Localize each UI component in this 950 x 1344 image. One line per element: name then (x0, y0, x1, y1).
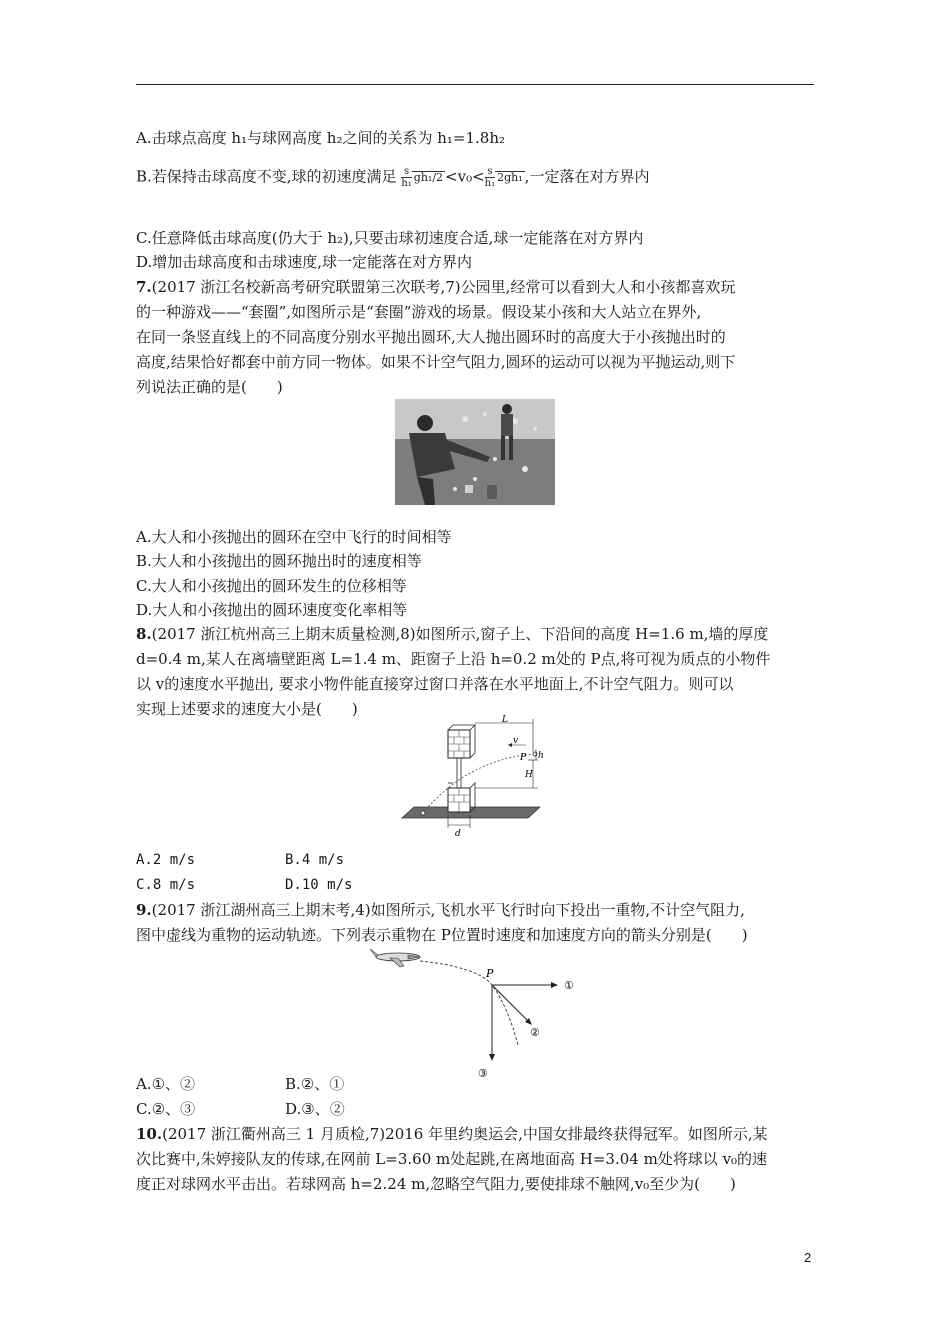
q9-number: 9. (136, 901, 152, 919)
q7-line-5: 列说法正确的是( ) (136, 378, 283, 396)
window-wall-diagram (398, 715, 543, 840)
q7-line-3: 在同一条竖直线上的不同高度分别水平抛出圆环,大人抛出圆环时的高度大于小孩抛出时的 (136, 328, 726, 346)
q6-option-d: D.增加击球高度和击球速度,球一定能落在对方界内 (136, 253, 473, 271)
sqrt-1: gh₁/2 (413, 171, 444, 184)
q10-line-3: 度正对球网水平击出。若球网高 h=2.24 m,忽略空气阻力,要使排球不触网,v₀至少为( ) (136, 1175, 736, 1193)
frac-1-den: h₁ (401, 178, 412, 189)
q9-text-1: (2017 浙江湖州高三上期末考,4)如图所示,飞机水平飞行时向下投出一重物,不计空气阻力, (151, 901, 745, 919)
label-L: L (502, 715, 508, 725)
q8-text-1: (2017 浙江杭州高三上期末质量检测,8)如图所示,窗子上、下沿间的高度 H=1.6 m,墙的厚度 (151, 625, 769, 643)
q9-option-b: B.②、① (285, 1075, 345, 1093)
q9-option-d: D.③、② (285, 1100, 345, 1118)
q9-option-c: C.②、③ (136, 1100, 196, 1118)
q6-option-b-suffix: ,一定落在对方界内 (524, 167, 650, 186)
q8-option-a: A.2 m/s (136, 852, 196, 868)
q6-option-a: A.击球点高度 h₁与球网高度 h₂之间的关系为 h₁=1.8h₂ (136, 129, 506, 147)
q6-option-c: C.任意降低击球高度(仍大于 h₂),只要击球初速度合适,球一定能落在对方界内 (136, 229, 644, 247)
label-P: P (486, 967, 494, 980)
q8-line-4: 实现上述要求的速度大小是( ) (136, 700, 358, 718)
q6-option-b-mid: <v₀< (445, 167, 485, 186)
q10-text-1: (2017 浙江衢州高三 1 月质检,7)2016 年里约奥运会,中国女排最终获得冠军。如图所示,某 (162, 1125, 768, 1143)
q8-number: 8. (136, 625, 152, 643)
label-d: d (455, 829, 461, 839)
sqrt-2: 2gh₁ (497, 171, 523, 184)
q7-line-4: 高度,结果恰好都套中前方同一物体。如果不计空气阻力,圆环的运动可以视为平抛运动,则下 (136, 353, 736, 371)
q10-number: 10. (136, 1125, 163, 1143)
page-number: 2 (804, 1250, 812, 1265)
q8-option-c: C.8 m/s (136, 877, 196, 893)
q8-line-1 (136, 624, 768, 644)
label-3: ③ (478, 1067, 488, 1080)
label-H: H (525, 770, 533, 780)
q6-option-b-prefix: B.若保持击球高度不变,球的初速度满足 (136, 167, 397, 186)
label-P: P (520, 753, 527, 763)
q8-option-b: B.4 m/s (285, 852, 345, 868)
header-rule (136, 84, 814, 85)
q7-option-a: A.大人和小孩抛出的圆环在空中飞行的时间相等 (136, 528, 452, 546)
q7-text-1: (2017 浙江名校新高考研究联盟第三次联考,7)公园里,经常可以看到大人和小孩都喜欢玩 (151, 278, 736, 296)
frac-2-den: h₁ (484, 178, 496, 189)
label-v: v (513, 736, 519, 746)
frac-2-num: s (485, 166, 495, 178)
q9-line-2: 图中虚线为重物的运动轨迹。下列表示重物在 P位置时速度和加速度方向的箭头分别是( ) (136, 926, 748, 944)
q8-option-d: D.10 m/s (285, 877, 353, 893)
q7-option-d: D.大人和小孩抛出的圆环速度变化率相等 (136, 601, 408, 619)
airplane-icon (370, 949, 420, 967)
q7-option-b: B.大人和小孩抛出的圆环抛出时的速度相等 (136, 552, 422, 570)
q10-line-2: 次比赛中,朱婷接队友的传球,在网前 L=3.60 m处起跳,在离地面高 H=3.04 m处将球以 v₀的速 (136, 1150, 768, 1168)
q8-line-2: d=0.4 m,某人在离墙壁距离 L=1.4 m、距窗子上沿 h=0.2 m处的 P点,将可视为质点的小物件 (136, 650, 771, 668)
q7-option-c: C.大人和小孩抛出的圆环发生的位移相等 (136, 577, 407, 595)
q10-line-1 (136, 1124, 768, 1144)
q7-number: 7. (136, 278, 152, 296)
frac-1 (401, 166, 411, 189)
frac-2 (485, 166, 495, 189)
q8-line-3: 以 v的速度水平抛出, 要求小物件能直接穿过窗口并落在水平地面上,不计空气阻力。则可以 (136, 675, 734, 693)
q9-option-a: A.①、② (136, 1075, 196, 1093)
q9-line-1 (136, 900, 745, 920)
frac-1-num: s (401, 166, 411, 178)
label-1: ① (564, 979, 574, 992)
label-2: ② (530, 1026, 540, 1039)
q7-line-1 (136, 277, 735, 297)
label-h: h (538, 751, 544, 761)
q7-line-2: 的一种游戏——“套圈”,如图所示是“套圈”游戏的场景。假设某小孩和大人站立在界外, (136, 303, 702, 321)
q6-option-b (136, 166, 649, 189)
airplane-drop-diagram (368, 945, 588, 1085)
ring-toss-photo (395, 399, 555, 505)
